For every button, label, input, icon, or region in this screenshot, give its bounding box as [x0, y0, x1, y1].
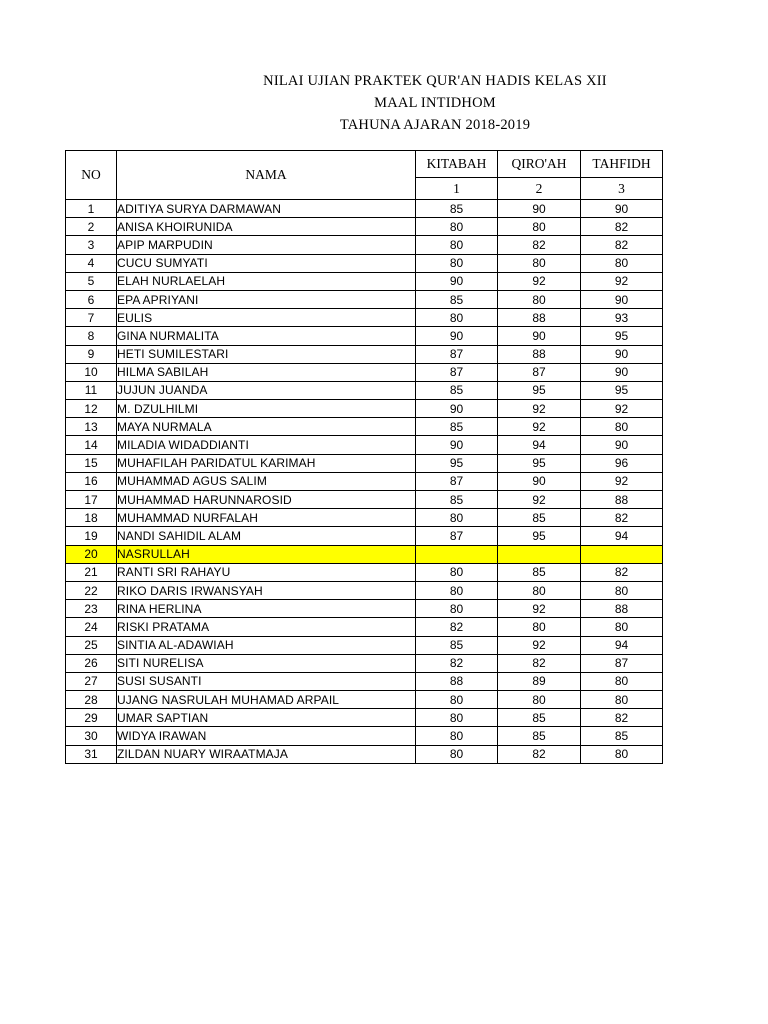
qiroah-score: 92: [498, 636, 581, 654]
table-row: [66, 381, 663, 399]
table-row: [66, 472, 663, 490]
kitabah-score: 80: [416, 563, 498, 581]
tahfidh-score: 82: [581, 563, 663, 581]
row-number: 24: [66, 618, 117, 636]
grades-body: [66, 200, 663, 764]
kitabah-score: 95: [416, 454, 498, 472]
qiroah-score: 92: [498, 491, 581, 509]
row-number: 1: [66, 200, 117, 218]
tahfidh-score: 92: [581, 400, 663, 418]
table-row: [66, 491, 663, 509]
qiroah-score: 85: [498, 563, 581, 581]
qiroah-score: 95: [498, 527, 581, 545]
row-number: 2: [66, 218, 117, 236]
header-no: NO: [66, 151, 117, 200]
kitabah-score: 80: [416, 727, 498, 745]
row-number: 18: [66, 509, 117, 527]
kitabah-score: [416, 545, 498, 563]
student-name: MUHAMMAD AGUS SALIM: [117, 472, 416, 490]
row-number: 14: [66, 436, 117, 454]
student-name: WIDYA IRAWAN: [117, 727, 416, 745]
row-number: 12: [66, 400, 117, 418]
tahfidh-score: 94: [581, 527, 663, 545]
student-name: MUHAMMAD HARUNNAROSID: [117, 491, 416, 509]
student-name: NANDI SAHIDIL ALAM: [117, 527, 416, 545]
student-name: EULIS: [117, 309, 416, 327]
row-number: 17: [66, 491, 117, 509]
table-row: [66, 563, 663, 581]
row-number: 10: [66, 363, 117, 381]
student-name: MUHAFILAH PARIDATUL KARIMAH: [117, 454, 416, 472]
row-number: 23: [66, 600, 117, 618]
student-name: UJANG NASRULAH MUHAMAD ARPAIL: [117, 691, 416, 709]
table-row: [66, 509, 663, 527]
kitabah-score: 85: [416, 418, 498, 436]
student-name: SUSI SUSANTI: [117, 672, 416, 690]
table-row: [66, 436, 663, 454]
row-number: 22: [66, 581, 117, 599]
title-line-2: MAAL INTIDHOM: [374, 95, 496, 111]
table-row: [66, 327, 663, 345]
tahfidh-score: 95: [581, 327, 663, 345]
tahfidh-score: 82: [581, 709, 663, 727]
tahfidh-score: 80: [581, 418, 663, 436]
tahfidh-score: 85: [581, 727, 663, 745]
student-name: RIKO DARIS IRWANSYAH: [117, 581, 416, 599]
table-row: [66, 345, 663, 363]
kitabah-score: 80: [416, 600, 498, 618]
row-number: 7: [66, 309, 117, 327]
student-name: ZILDAN NUARY WIRAATMAJA: [117, 745, 416, 763]
student-name: ANISA KHOIRUNIDA: [117, 218, 416, 236]
row-number: 28: [66, 691, 117, 709]
kitabah-score: 80: [416, 581, 498, 599]
qiroah-score: 92: [498, 400, 581, 418]
table-row: [66, 218, 663, 236]
qiroah-score: 80: [498, 290, 581, 308]
student-name: CUCU SUMYATI: [117, 254, 416, 272]
tahfidh-score: 80: [581, 254, 663, 272]
table-row: [66, 454, 663, 472]
qiroah-score: 88: [498, 309, 581, 327]
table-row: [66, 672, 663, 690]
tahfidh-score: 90: [581, 436, 663, 454]
qiroah-score: 90: [498, 472, 581, 490]
tahfidh-score: 80: [581, 672, 663, 690]
header-qiroah: QIRO'AH: [498, 151, 581, 178]
row-number: 6: [66, 290, 117, 308]
row-number: 4: [66, 254, 117, 272]
qiroah-score: 95: [498, 381, 581, 399]
student-name: MAYA NURMALA: [117, 418, 416, 436]
tahfidh-score: [581, 545, 663, 563]
kitabah-score: 80: [416, 236, 498, 254]
qiroah-score: 85: [498, 509, 581, 527]
table-row: [66, 618, 663, 636]
kitabah-score: 82: [416, 618, 498, 636]
document-title: [0, 70, 768, 136]
table-row: [66, 600, 663, 618]
qiroah-score: 82: [498, 236, 581, 254]
tahfidh-score: 88: [581, 600, 663, 618]
qiroah-score: 90: [498, 200, 581, 218]
qiroah-score: 95: [498, 454, 581, 472]
row-number: 21: [66, 563, 117, 581]
qiroah-score: 87: [498, 363, 581, 381]
qiroah-score: 80: [498, 581, 581, 599]
row-number: 30: [66, 727, 117, 745]
table-row: [66, 254, 663, 272]
student-name: NASRULLAH: [117, 545, 416, 563]
tahfidh-score: 92: [581, 472, 663, 490]
kitabah-score: 87: [416, 345, 498, 363]
student-name: APIP MARPUDIN: [117, 236, 416, 254]
kitabah-score: 87: [416, 472, 498, 490]
kitabah-score: 90: [416, 400, 498, 418]
student-name: EPA APRIYANI: [117, 290, 416, 308]
tahfidh-score: 93: [581, 309, 663, 327]
qiroah-score: 80: [498, 618, 581, 636]
kitabah-score: 80: [416, 709, 498, 727]
table-row: [66, 709, 663, 727]
qiroah-score: 80: [498, 218, 581, 236]
kitabah-score: 82: [416, 654, 498, 672]
table-row: [66, 309, 663, 327]
student-name: ELAH NURLAELAH: [117, 272, 416, 290]
qiroah-score: 92: [498, 418, 581, 436]
qiroah-score: 85: [498, 727, 581, 745]
kitabah-score: 90: [416, 436, 498, 454]
qiroah-score: 85: [498, 709, 581, 727]
table-row: [66, 418, 663, 436]
title-line-1: NILAI UJIAN PRAKTEK QUR'AN HADIS KELAS XII: [263, 73, 607, 89]
table-row: [66, 200, 663, 218]
table-row: [66, 290, 663, 308]
student-name: GINA NURMALITA: [117, 327, 416, 345]
kitabah-score: 80: [416, 254, 498, 272]
row-number: 19: [66, 527, 117, 545]
table-row: [66, 581, 663, 599]
student-name: HILMA SABILAH: [117, 363, 416, 381]
row-number: 3: [66, 236, 117, 254]
row-number: 25: [66, 636, 117, 654]
student-name: JUJUN JUANDA: [117, 381, 416, 399]
tahfidh-score: 92: [581, 272, 663, 290]
student-name: ADITIYA SURYA DARMAWAN: [117, 200, 416, 218]
header-col-2: 2: [498, 178, 581, 200]
tahfidh-score: 82: [581, 218, 663, 236]
kitabah-score: 80: [416, 218, 498, 236]
grades-table: [65, 150, 663, 764]
row-number: 13: [66, 418, 117, 436]
tahfidh-score: 80: [581, 581, 663, 599]
kitabah-score: 85: [416, 200, 498, 218]
tahfidh-score: 80: [581, 745, 663, 763]
kitabah-score: 85: [416, 491, 498, 509]
row-number: 31: [66, 745, 117, 763]
kitabah-score: 88: [416, 672, 498, 690]
tahfidh-score: 96: [581, 454, 663, 472]
kitabah-score: 80: [416, 309, 498, 327]
qiroah-score: 82: [498, 745, 581, 763]
tahfidh-score: 90: [581, 200, 663, 218]
header-col-1: 1: [416, 178, 498, 200]
row-number: 26: [66, 654, 117, 672]
kitabah-score: 85: [416, 636, 498, 654]
row-number: 20: [66, 545, 117, 563]
title-line-3: TAHUNA AJARAN 2018-2019: [339, 117, 531, 133]
row-number: 16: [66, 472, 117, 490]
tahfidh-score: 90: [581, 345, 663, 363]
tahfidh-score: 95: [581, 381, 663, 399]
table-row: [66, 545, 663, 563]
kitabah-score: 90: [416, 327, 498, 345]
tahfidh-score: 88: [581, 491, 663, 509]
table-row: [66, 636, 663, 654]
qiroah-score: [498, 545, 581, 563]
kitabah-score: 87: [416, 363, 498, 381]
row-number: 11: [66, 381, 117, 399]
table-row: [66, 691, 663, 709]
student-name: MILADIA WIDADDIANTI: [117, 436, 416, 454]
kitabah-score: 80: [416, 691, 498, 709]
student-name: RISKI PRATAMA: [117, 618, 416, 636]
student-name: MUHAMMAD NURFALAH: [117, 509, 416, 527]
kitabah-score: 80: [416, 509, 498, 527]
student-name: RINA HERLINA: [117, 600, 416, 618]
row-number: 27: [66, 672, 117, 690]
qiroah-score: 80: [498, 691, 581, 709]
kitabah-score: 85: [416, 290, 498, 308]
table-row: [66, 236, 663, 254]
tahfidh-score: 90: [581, 290, 663, 308]
tahfidh-score: 87: [581, 654, 663, 672]
kitabah-score: 85: [416, 381, 498, 399]
table-row: [66, 745, 663, 763]
row-number: 15: [66, 454, 117, 472]
tahfidh-score: 94: [581, 636, 663, 654]
row-number: 29: [66, 709, 117, 727]
table-row: [66, 654, 663, 672]
kitabah-score: 80: [416, 745, 498, 763]
tahfidh-score: 90: [581, 363, 663, 381]
student-name: SINTIA AL-ADAWIAH: [117, 636, 416, 654]
qiroah-score: 92: [498, 600, 581, 618]
tahfidh-score: 80: [581, 691, 663, 709]
table-row: [66, 727, 663, 745]
qiroah-score: 80: [498, 254, 581, 272]
student-name: UMAR SAPTIAN: [117, 709, 416, 727]
student-name: SITI NURELISA: [117, 654, 416, 672]
student-name: HETI SUMILESTARI: [117, 345, 416, 363]
table-row: [66, 527, 663, 545]
student-name: M. DZULHILMI: [117, 400, 416, 418]
table-row: [66, 363, 663, 381]
student-name: RANTI SRI RAHAYU: [117, 563, 416, 581]
table-row: [66, 272, 663, 290]
kitabah-score: 90: [416, 272, 498, 290]
header-col-3: 3: [581, 178, 663, 200]
qiroah-score: 90: [498, 327, 581, 345]
qiroah-score: 94: [498, 436, 581, 454]
qiroah-score: 82: [498, 654, 581, 672]
qiroah-score: 88: [498, 345, 581, 363]
tahfidh-score: 82: [581, 236, 663, 254]
row-number: 9: [66, 345, 117, 363]
row-number: 5: [66, 272, 117, 290]
header-tahfidh: TAHFIDH: [581, 151, 663, 178]
tahfidh-score: 80: [581, 618, 663, 636]
table-row: [66, 400, 663, 418]
qiroah-score: 92: [498, 272, 581, 290]
row-number: 8: [66, 327, 117, 345]
header-nama: NAMA: [117, 151, 416, 200]
kitabah-score: 87: [416, 527, 498, 545]
header-kitabah: KITABAH: [416, 151, 498, 178]
tahfidh-score: 82: [581, 509, 663, 527]
qiroah-score: 89: [498, 672, 581, 690]
